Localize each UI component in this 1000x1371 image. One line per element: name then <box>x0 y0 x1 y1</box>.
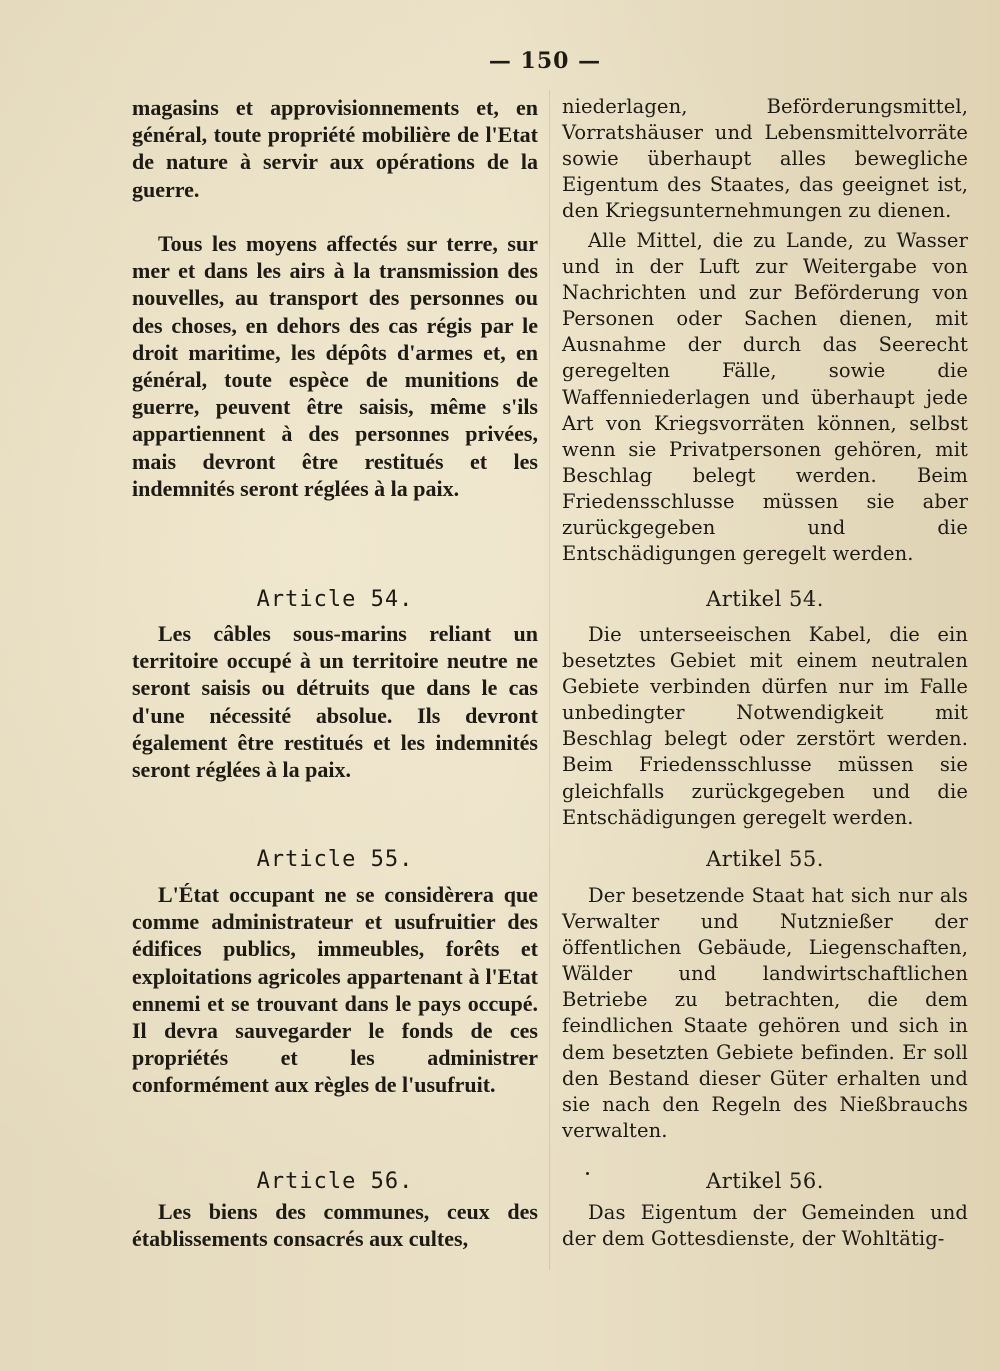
french-continuation-paragraph: magasins et approvisionnements et, en général, toute propriété mobilière de l'Etat de nature à servir aux opérations de la guerre. <box>132 95 538 202</box>
german-continuation-paragraph: niederlagen, Beförderungsmittel, Vorratshäuser und Lebensmittelvorräte sowie überhaupt alles bewegliche Eigentum des Staates, das geeignet ist, den Kriegsunternehmungen zu dienen. <box>562 95 968 223</box>
article-56-text: Les biens des communes, ceux des établissements consacrés aux cultes, <box>132 1199 538 1252</box>
article-54-heading: Article 54. <box>256 587 414 612</box>
article-56-heading: Article 56. <box>256 1169 414 1194</box>
artikel-55-text: Der besetzende Staat hat sich nur als Verwalter und Nutznießer der öffentlichen Gebäude, Liegenschaften, Wälder und landwirtschaftlichen Betriebe zu betrachten, die dem feindlichen Staate gehören und sich in dem besetzten Gebiete befinden. Er soll den Bestand dieser Güter erhalten und sie nach den Regeln des Nießbrauchs verwalten. <box>562 884 968 1142</box>
column-gutter <box>549 90 550 1270</box>
artikel-54-text: Die unterseeischen Kabel, die ein besetztes Gebiet mit einem neutralen Gebiete verbinden dürfen nur im Falle unbedingter Notwendigkeit mit Beschlag belegt oder zerstört werden. Beim Friedensschlusse müssen sie gleichfalls zurückgegeben und die Entschädigungen geregelt werden. <box>562 623 968 829</box>
article-54-text: Les câbles sous-marins reliant un territoire occupé à un territoire neutre ne seront saisis ou détruits que dans le cas d'une nécessité absolue. Ils devront également être restitués et les indemnités seront réglées à la paix. <box>132 621 538 783</box>
artikel-54-heading: Artikel 54. <box>706 587 824 611</box>
article-55-text: L'État occupant ne se considèrera que comme administrateur et usufruitier des édifices publics, immeubles, forêts et exploitations agricoles appartenant à l'Etat ennemi et se trouvant dans le pays occupé. Il devra sauvegarder le fonds de ces propriétés et les administrer conformément aux règles de l'usufruit. <box>132 882 538 1098</box>
artikel-56-text: Das Eigentum der Gemeinden und der dem Gottesdienste, der Wohltätig- <box>562 1201 968 1251</box>
artikel-56-heading: Artikel 56. <box>706 1169 824 1193</box>
article-55-heading: Article 55. <box>256 847 414 872</box>
page-number: — 150 — <box>488 48 602 74</box>
german-transport-paragraph: Alle Mittel, die zu Lande, zu Wasser und in der Luft zur Weitergabe von Nachrichten und zur Beförderung von Personen oder Sachen dienen, mit Ausnahme der durch das Seerecht geregelten Fälle, sowie die Waffenniederlagen und überhaupt jede Art von Kriegsvorräten können, selbst wenn sie Privatpersonen gehören, mit Beschlag belegt werden. Beim Friedensschlusse müssen sie aber zurückgegeben und die Entschädigungen geregelt werden. <box>562 229 968 566</box>
artikel-55-heading: Artikel 55. <box>706 847 824 871</box>
french-transport-paragraph: Tous les moyens affectés sur terre, sur mer et dans les airs à la transmission des nouvelles, au transport des personnes ou des choses, en dehors des cas régis par le droit maritime, les dépôts d'armes et, en général, toute espèce de munitions de guerre, peuvent être saisis, même s'ils appartiennent à des personnes privées, mais devront être restitués et les indemnités seront réglées à la paix. <box>132 231 538 501</box>
